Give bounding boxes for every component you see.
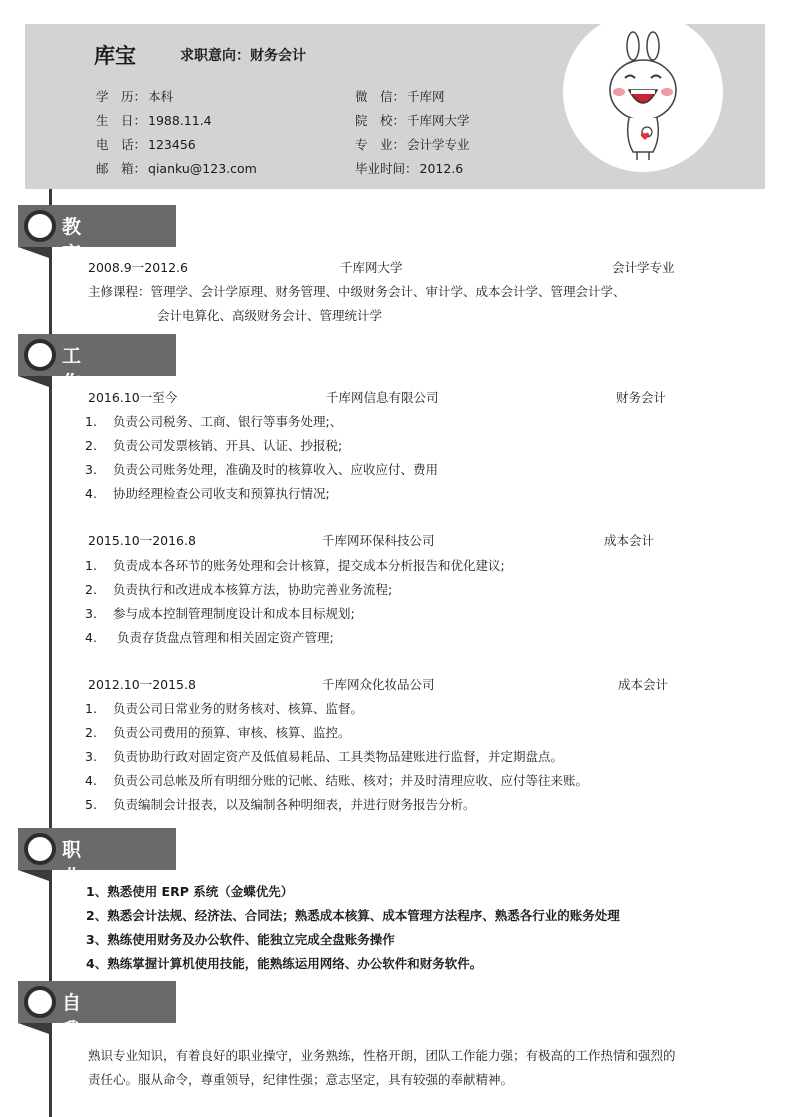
job-period: 2016.10一至今 — [88, 390, 178, 405]
duty-item: 1. 负责成本各环节的账务处理和会计核算，提交成本分析报告和优化建议; — [85, 558, 505, 573]
job-role: 财务会计 — [616, 390, 667, 405]
skill-item: 4、熟练掌握计算机使用技能，能熟练运用网络、办公软件和财务软件。 — [86, 956, 483, 971]
job-objective: 求职意向：财务会计 — [180, 48, 306, 64]
circle-marker-icon — [24, 210, 56, 242]
circle-marker-icon — [24, 339, 56, 371]
edu-period: 2008.9一2012.6 — [88, 260, 188, 275]
edu-major: 会计学专业 — [612, 260, 675, 275]
info-birth: 生 日： 1988.11.4 — [96, 113, 212, 128]
job-company: 千库网众化妆品公司 — [322, 677, 435, 692]
timeline-line — [49, 189, 52, 1117]
duty-item: 3. 负责公司账务处理，准确及时的核算收入、应收应付、费用 — [85, 462, 439, 477]
job-period: 2015.10一2016.8 — [88, 533, 196, 548]
bunny-mascot-icon — [563, 12, 723, 172]
duty-item: 1. 负责公司税务、工商、银行等事务处理;、 — [85, 414, 343, 429]
duty-item: 3. 参与成本控制管理制度设计和成本目标规划; — [85, 606, 355, 621]
circle-marker-icon — [24, 833, 56, 865]
job-company: 千库网环保科技公司 — [322, 533, 435, 548]
info-major: 专 业： 会计学专业 — [355, 137, 470, 152]
avatar — [563, 12, 723, 172]
info-phone: 电 话： 123456 — [96, 137, 196, 152]
info-email: 邮 箱： qianku@123.com — [96, 161, 257, 176]
job-role: 成本会计 — [604, 533, 655, 548]
info-wechat: 微 信： 千库网 — [355, 89, 445, 104]
edu-courses-cont: 会计电算化、高级财务会计、管理统计学 — [157, 308, 383, 323]
self-eval-line: 责任心。服从命令，尊重领导，纪律性强；意志坚定，具有较强的奉献精神。 — [88, 1072, 514, 1087]
job-role: 成本会计 — [618, 677, 669, 692]
job-period: 2012.10一2015.8 — [88, 677, 196, 692]
info-education: 学 历： 本科 — [96, 89, 174, 104]
duty-item: 2. 负责公司发票核销、开具、认证、抄报税; — [85, 438, 343, 453]
duty-item: 2. 负责执行和改进成本核算方法，协助完善业务流程; — [85, 582, 393, 597]
edu-school: 千库网大学 — [340, 260, 403, 275]
info-graduation: 毕业时间： 2012.6 — [355, 161, 464, 176]
skill-item: 1、熟悉使用 ERP 系统（金蝶优先） — [86, 884, 294, 899]
duty-item: 1. 负责公司日常业务的财务核对、核算、监督。 — [85, 701, 364, 716]
duty-item: 4. 负责公司总帐及所有明细分账的记帐、结账、核对；并及时清理应收、应付等往来账。 — [85, 773, 589, 788]
info-school: 院 校： 千库网大学 — [355, 113, 470, 128]
duty-item: 4. 协助经理检查公司收支和预算执行情况; — [85, 486, 330, 501]
skill-item: 3、熟练使用财务及办公软件、能独立完成全盘账务操作 — [86, 932, 395, 947]
circle-marker-icon — [24, 986, 56, 1018]
candidate-name: 库宝 — [94, 44, 136, 68]
self-eval-line: 熟识专业知识，有着良好的职业操守，业务熟练，性格开朗，团队工作能力强；有极高的工作热情和强烈的 — [88, 1048, 676, 1063]
edu-courses: 主修课程：管理学、会计学原理、财务管理、中级财务会计、审计学、成本会计学、管理会计学、 — [88, 284, 626, 299]
duty-item: 5. 负责编制会计报表，以及编制各种明细表，并进行财务报告分析。 — [85, 797, 476, 812]
job-company: 千库网信息有限公司 — [326, 390, 439, 405]
skill-item: 2、熟悉会计法规、经济法、合同法；熟悉成本核算、成本管理方法程序、熟悉各行业的账务处理 — [86, 908, 620, 923]
duty-item: 4. 负责存货盘点管理和相关固定资产管理; — [85, 630, 334, 645]
duty-item: 3. 负责协助行政对固定资产及低值易耗品、工具类物品建账进行监督，并定期盘点。 — [85, 749, 564, 764]
duty-item: 2. 负责公司费用的预算、审核、核算、监控。 — [85, 725, 351, 740]
